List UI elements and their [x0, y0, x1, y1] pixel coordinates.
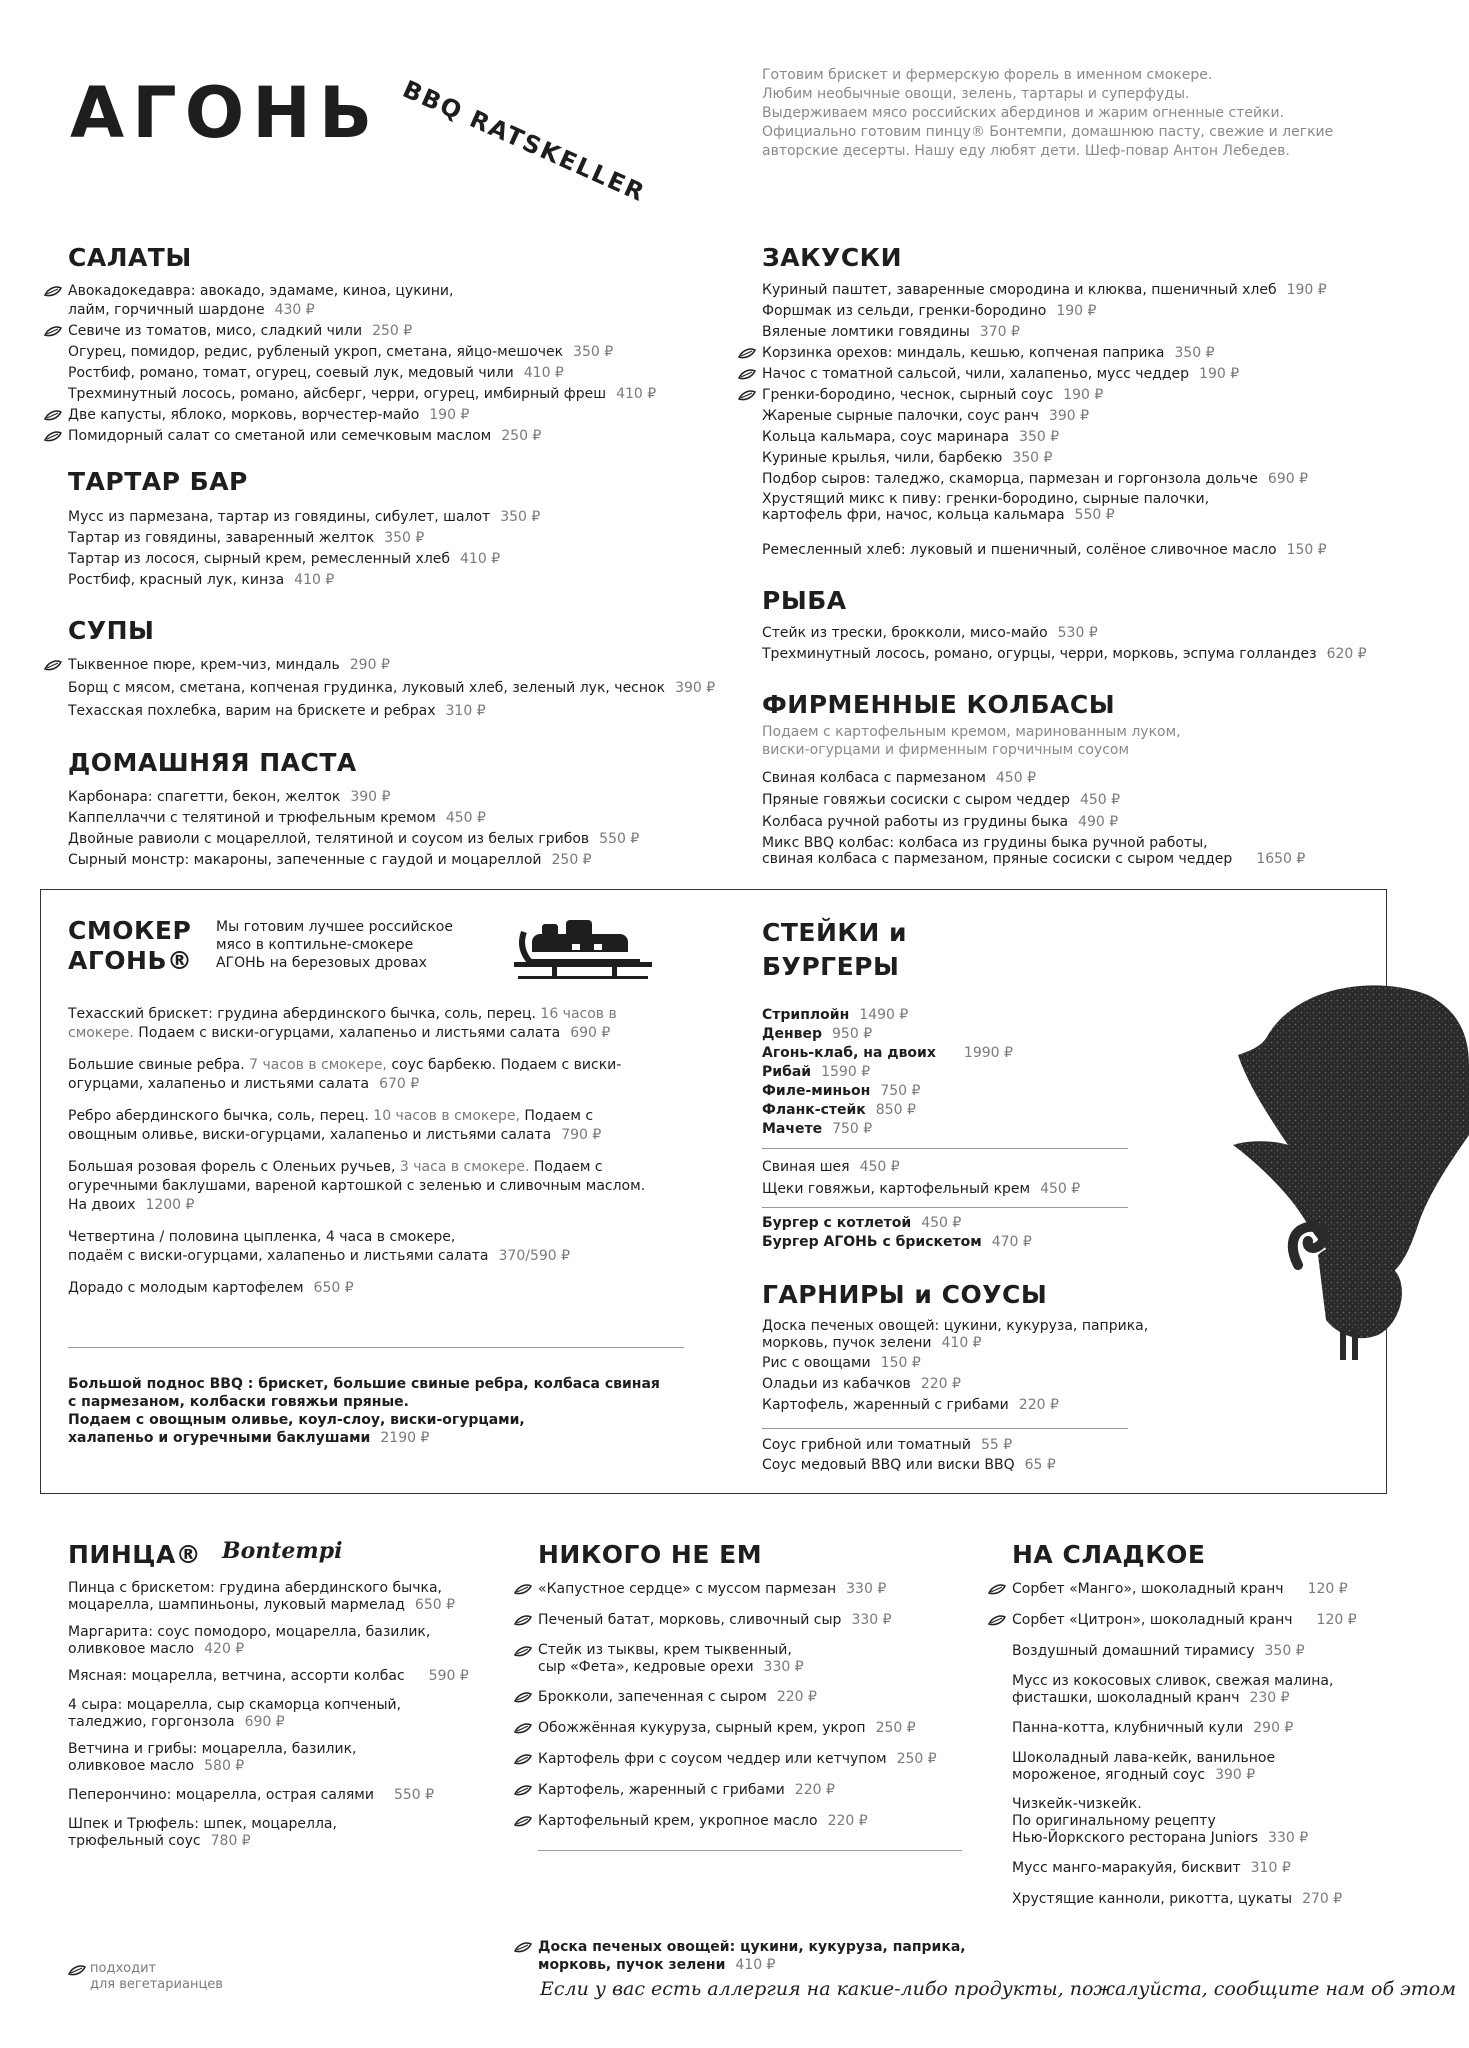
sides-title: ГАРНИРЫ и СОУСЫ	[762, 1280, 1048, 1309]
pinsa-list	[68, 1580, 508, 1850]
intro-line: Выдерживаем мясо российских абердинов и жарим огненные стейки.	[762, 105, 1285, 121]
smoker-title: СМОКЕР АГОНЬ®	[68, 916, 193, 975]
menu-item: Тартар из говядины, заваренный желток 350 ₽	[68, 530, 425, 546]
menu-item: Воздушный домашний тирамису 350 ₽	[1012, 1643, 1305, 1659]
menu-item: Ребро абердинского бычка, соль, перец. 10 часов в смокере, Подаем с овощным оливье, виски-огурцами, халапеньо и листьями салата 790 ₽	[68, 1108, 602, 1143]
menu-item: Корзинка орехов: миндаль, кешью, копченая паприка 350 ₽	[762, 344, 1402, 363]
divider	[762, 1207, 1128, 1208]
burgers-list	[762, 1214, 1182, 1252]
desserts-list	[1012, 1580, 1452, 1909]
leaf-icon	[514, 1691, 532, 1703]
menu-item: Маргарита: соус помодоро, моцарелла, базилик, оливковое масло 420 ₽	[68, 1624, 431, 1657]
menu-item: Подбор сыров: таледжо, скаморца, пармезан и горгонзола дольче 690 ₽	[762, 471, 1308, 487]
menu-item: Техасская похлебка, варим на брискете и ребрах 310 ₽	[68, 703, 486, 719]
sausages-title: ФИРМЕННЫЕ КОЛБАСЫ	[762, 690, 1116, 719]
menu-item: Микс BBQ колбас: колбаса из грудины быка ручной работы, свиная колбаса с пармезаном, пряные сосиски с сыром чеддер 1650 ₽	[762, 835, 1306, 867]
menu-item: Борщ с мясом, сметана, копченая грудинка, луковый хлеб, зеленый лук, чеснок 390 ₽	[68, 680, 716, 696]
menu-item: Рис с овощами 150 ₽	[762, 1355, 921, 1371]
pork-list	[762, 1158, 1182, 1199]
rooster-illustration-icon	[1228, 975, 1469, 1385]
menu-item: Пряные говяжьи сосиски с сыром чеддер 450 ₽	[762, 792, 1121, 808]
sausages-subtitle: Подаем с картофельным кремом, маринованным луком, виски-огурцами и фирменным горчичным соусом	[762, 724, 1181, 758]
menu-item: Пинца с брискетом: грудина абердинского бычка, моцарелла, шампиньоны, луковый мармелад 650 ₽	[68, 1580, 456, 1613]
menu-item: Ростбиф, красный лук, кинза 410 ₽	[68, 572, 335, 588]
menu-item: Тартар из лосося, сырный крем, ремесленный хлеб 410 ₽	[68, 551, 501, 567]
menu-item: Стейк из трески, брокколи, мисо-майо 530 ₽	[762, 625, 1098, 641]
leaf-icon	[514, 1941, 532, 1953]
menu-item: Оладьи из кабачков 220 ₽	[762, 1376, 961, 1392]
intro-line: Официально готовим пинцу® Бонтемпи, домашнюю пасту, свежие и легкие	[762, 124, 1334, 140]
leaf-icon	[514, 1753, 532, 1765]
menu-item: Свиная шея 450 ₽	[762, 1159, 900, 1175]
menu-item: Авокадокедавра: авокадо, эдамаме, киноа, цукини, лайм, горчичный шардоне 430 ₽	[68, 282, 748, 320]
menu-item: Мачете 750 ₽	[762, 1121, 873, 1137]
menu-item: Мусс из кокосовых сливок, свежая малина, фисташки, шоколадный кранч 230 ₽	[1012, 1673, 1334, 1706]
menu-item: 4 сыра: моцарелла, сыр скаморца копченый, таледжио, горгонзола 690 ₽	[68, 1697, 402, 1730]
menu-item: Рибай 1590 ₽	[762, 1064, 871, 1080]
menu-item: Шпек и Трюфель: шпек, моцарелла, трюфельный соус 780 ₽	[68, 1816, 337, 1849]
menu-item: Дорадо с молодым картофелем 650 ₽	[68, 1280, 354, 1296]
menu-item: Бургер с котлетой 450 ₽	[762, 1215, 962, 1231]
menu-item: Каппеллаччи с телятиной и трюфельным кремом 450 ₽	[68, 810, 486, 826]
menu-item: Начос с томатной сальсой, чили, халапеньо, мусс чеддер 190 ₽	[762, 365, 1402, 384]
menu-item: Свиная колбаса с пармезаном 450 ₽	[762, 770, 1036, 786]
salads-list	[68, 282, 748, 446]
leaf-icon	[514, 1815, 532, 1827]
menu-item: Сорбет «Манго», шоколадный кранч 120 ₽	[1012, 1580, 1452, 1599]
pasta-list	[68, 788, 758, 870]
leaf-icon	[738, 347, 756, 359]
menu-item: Большие свиные ребра. 7 часов в смокере, соус барбекю. Подаем с виски- огурцами, халапеньо и листьями салата 670 ₽	[68, 1057, 622, 1092]
menu-item: Ветчина и грибы: моцарелла, базилик, оливковое масло 580 ₽	[68, 1741, 357, 1774]
leaf-icon	[514, 1722, 532, 1734]
starters-list	[762, 281, 1402, 560]
intro-line: Любим необычные овощи, зелень, тартары и суперфуды.	[762, 86, 1190, 102]
menu-item: Куриный паштет, заваренные смородина и клюква, пшеничный хлеб 190 ₽	[762, 282, 1327, 298]
menu-item: Панна-котта, клубничный кули 290 ₽	[1012, 1720, 1294, 1736]
starters-title: ЗАКУСКИ	[762, 243, 903, 272]
menu-item: Четвертина / половина цыпленка, 4 часа в смокере, подаём с виски-огурцами, халапеньо и листьями салата 370/590 ₽	[68, 1229, 571, 1264]
menu-item: Трехминутный лосось, романо, айсберг, черри, огурец, имбирный фреш 410 ₽	[68, 386, 657, 402]
menu-item: Картофель, жаренный с грибами 220 ₽	[538, 1781, 978, 1800]
vegan-list	[538, 1580, 978, 1831]
menu-item: Карбонара: спагетти, бекон, желток 390 ₽	[68, 789, 391, 805]
menu-item: Сорбет «Цитрон», шоколадный кранч 120 ₽	[1012, 1611, 1452, 1630]
divider	[538, 1850, 962, 1851]
menu-item: Кольца кальмара, соус маринара 350 ₽	[762, 429, 1060, 445]
menu-item: Форшмак из сельди, гренки-бородино 190 ₽	[762, 303, 1097, 319]
fish-title: РЫБА	[762, 586, 847, 615]
menu-item: Картофельный крем, укропное масло 220 ₽	[538, 1812, 978, 1831]
menu-item: Огурец, помидор, редис, рубленый укроп, сметана, яйцо-мешочек 350 ₽	[68, 344, 614, 360]
leaf-icon	[738, 368, 756, 380]
fish-list	[762, 624, 1402, 664]
menu-item: Бургер АГОНЬ с брискетом 470 ₽	[762, 1234, 1032, 1250]
divider	[762, 1428, 1128, 1429]
menu-item: Жареные сырные палочки, соус ранч 390 ₽	[762, 408, 1089, 424]
menu-item: Агонь-клаб, на двоих 1990 ₽	[762, 1045, 1013, 1061]
bbq-platter: Большой поднос BBQ : брискет, большие свиные ребра, колбаса свиная с пармезаном, колбаски говяжьи пряные. Подаем с овощным оливье, коул-слоу, виски-огурцами, халапеньо и огуречными баклушами 2190 ₽	[68, 1376, 660, 1446]
menu-item: Стриплойн 1490 ₽	[762, 1007, 909, 1023]
menu-item: Обожжённая кукуруза, сырный крем, укроп 250 ₽	[538, 1719, 978, 1738]
intro-text	[762, 66, 1362, 161]
veg-legend: подходит для вегетарианцев	[90, 1961, 223, 1992]
leaf-icon	[44, 659, 62, 671]
leaf-icon	[738, 389, 756, 401]
pinsa-brand: Bontempi	[222, 1538, 343, 1564]
menu-item: Чизкейк-чизкейк. По оригинальному рецепту Нью-Йоркского ресторана Juniors 330 ₽	[1012, 1796, 1309, 1846]
sides-list	[762, 1318, 1182, 1415]
menu-item: Брокколи, запеченная с сыром 220 ₽	[538, 1688, 978, 1707]
soups-list	[68, 656, 758, 721]
menu-item: Печеный батат, морковь, сливочный сыр 330 ₽	[538, 1611, 978, 1630]
smoker-description: Мы готовим лучшее российское мясо в коптильне-смокере АГОНЬ на березовых дровах	[216, 919, 453, 971]
menu-item: Две капусты, яблоко, морковь, ворчестер-майо 190 ₽	[68, 406, 748, 425]
menu-item: Хрустящие канноли, рикотта, цукаты 270 ₽	[1012, 1891, 1343, 1907]
logo-subtitle: BBQ RATSKELLER	[398, 75, 650, 208]
menu-item: Мусс манго-маракуйя, бисквит 310 ₽	[1012, 1860, 1291, 1876]
divider	[762, 1148, 1128, 1149]
menu-item: Соус грибной или томатный 55 ₽	[762, 1437, 1013, 1453]
menu-item: Техасский брискет: грудина абердинского бычка, соль, перец. 16 часов в смокере. Подаем с виски-огурцами, халапеньо и листьями салата 690 ₽	[68, 1006, 617, 1041]
menu-item: Большая розовая форель с Оленьих ручьев, 3 часа в смокере. Подаем с огуречными баклушами, вареной картошкой с зеленью и сливочным маслом. На двоих 1200 ₽	[68, 1159, 646, 1213]
desserts-title: НА СЛАДКОЕ	[1012, 1540, 1206, 1569]
sauces-list	[762, 1436, 1182, 1475]
menu-item: Ремесленный хлеб: луковый и пшеничный, солёное сливочное масло 150 ₽	[762, 542, 1327, 558]
vegan-title: НИКОГО НЕ ЕМ	[538, 1540, 763, 1569]
steaks-list	[762, 1006, 1182, 1139]
leaf-icon	[514, 1645, 532, 1657]
steaks-title: СТЕЙКИ и БУРГЕРЫ	[762, 918, 907, 981]
menu-item: Куриные крылья, чили, барбекю 350 ₽	[762, 450, 1053, 466]
menu-item: Картофель, жаренный с грибами 220 ₽	[762, 1397, 1059, 1413]
soups-title: СУПЫ	[68, 616, 155, 645]
divider	[68, 1347, 684, 1348]
menu-item: Шоколадный лава-кейк, ванильное мороженое, ягодный соус 390 ₽	[1012, 1750, 1276, 1783]
leaf-icon	[44, 325, 62, 337]
menu-item: Двойные равиоли с моцареллой, телятиной и соусом из белых грибов 550 ₽	[68, 831, 640, 847]
salads-title: САЛАТЫ	[68, 243, 192, 272]
leaf-icon	[514, 1583, 532, 1595]
menu-item: Мясная: моцарелла, ветчина, ассорти колбас 590 ₽	[68, 1668, 469, 1684]
sausages-list	[762, 769, 1402, 867]
leaf-icon	[44, 430, 62, 442]
smoker-grill-icon	[512, 918, 654, 984]
allergy-note: Если у вас есть аллергия на какие-либо продукты, пожалуйста, сообщите нам об этом	[540, 1978, 1456, 2000]
menu-item: Стейк из тыквы, крем тыквенный, сыр «Фета», кедровые орехи 330 ₽	[538, 1642, 978, 1676]
leaf-icon	[988, 1614, 1006, 1626]
leaf-icon	[68, 1964, 86, 1976]
menu-item: Фланк-стейк 850 ₽	[762, 1102, 916, 1118]
menu-item: Колбаса ручной работы из грудины быка 490 ₽	[762, 814, 1119, 830]
tartar-title: ТАРТАР БАР	[68, 467, 248, 496]
menu-item: Картофель фри с соусом чеддер или кетчупом 250 ₽	[538, 1750, 978, 1769]
menu-item: Севиче из томатов, мисо, сладкий чили 250 ₽	[68, 322, 748, 341]
menu-item: Трехминутный лосось, романо, огурцы, черри, морковь, эспума голландез 620 ₽	[762, 646, 1367, 662]
menu-item: Пеперончино: моцарелла, острая салями 550 ₽	[68, 1787, 435, 1803]
leaf-icon	[514, 1614, 532, 1626]
restaurant-logo: АГОНЬ	[70, 72, 381, 154]
intro-line: Готовим брискет и фермерскую форель в именном смокере.	[762, 67, 1213, 83]
tartar-list	[68, 508, 748, 590]
menu-item: Хрустящий микс к пиву: гренки-бородино, сырные палочки, картофель фри, начос, кольца кальмара 550 ₽	[762, 491, 1210, 523]
leaf-icon	[514, 1784, 532, 1796]
pinsa-title: ПИНЦА®	[68, 1540, 202, 1569]
leaf-icon	[44, 285, 62, 297]
menu-item: Филе-миньон 750 ₽	[762, 1083, 921, 1099]
menu-item: Доска печеных овощей: цукини, кукуруза, паприка, морковь, пучок зелени 410 ₽	[762, 1318, 1149, 1351]
veg-board: Доска печеных овощей: цукини, кукуруза, паприка, морковь, пучок зелени 410 ₽	[538, 1938, 978, 1974]
menu-item: Сырный монстр: макароны, запеченные с гаудой и моцареллой 250 ₽	[68, 852, 592, 868]
menu-item: Ростбиф, романо, томат, огурец, соевый лук, медовый чили 410 ₽	[68, 365, 564, 381]
leaf-icon	[44, 409, 62, 421]
menu-item: Вяленые ломтики говядины 370 ₽	[762, 324, 1020, 340]
intro-line: авторские десерты. Нашу еду любят дети. Шеф-повар Антон Лебедев.	[762, 143, 1290, 159]
menu-item: Тыквенное пюре, крем-чиз, миндаль 290 ₽	[68, 656, 758, 675]
menu-item: Щеки говяжьи, картофельный крем 450 ₽	[762, 1181, 1081, 1197]
menu-item: «Капустное сердце» с муссом пармезан 330 ₽	[538, 1580, 978, 1599]
smoker-list	[68, 1005, 688, 1298]
menu-item: Помидорный салат со сметаной или семечковым маслом 250 ₽	[68, 427, 748, 446]
menu-item: Гренки-бородино, чеснок, сырный соус 190 ₽	[762, 386, 1402, 405]
menu-item: Денвер 950 ₽	[762, 1026, 873, 1042]
menu-item: Соус медовый BBQ или виски BBQ 65 ₽	[762, 1457, 1056, 1473]
pasta-title: ДОМАШНЯЯ ПАСТА	[68, 748, 357, 777]
leaf-icon	[988, 1583, 1006, 1595]
menu-item: Мусс из пармезана, тартар из говядины, сибулет, шалот 350 ₽	[68, 509, 541, 525]
